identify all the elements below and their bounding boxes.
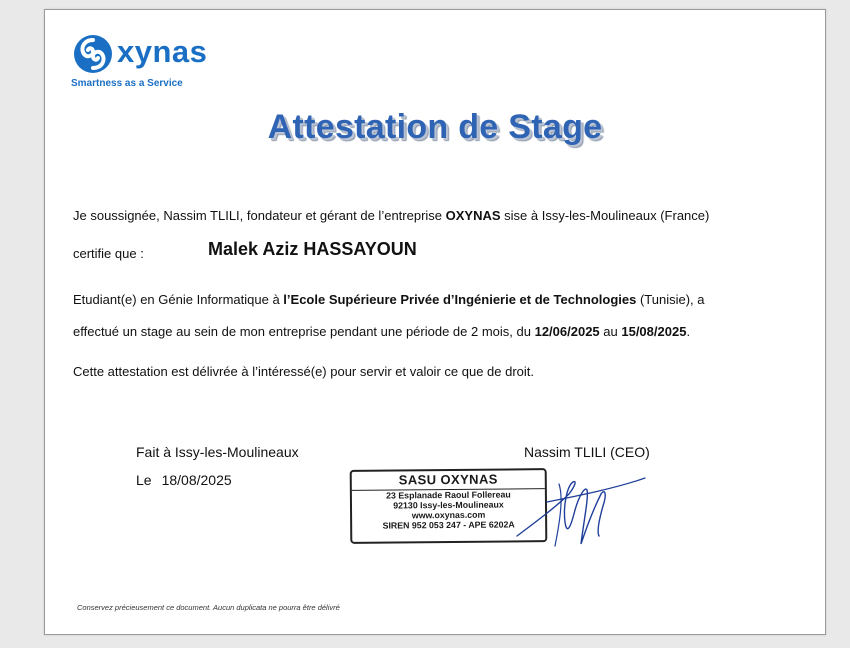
start-date: 12/06/2025 [534, 324, 600, 339]
handwritten-signature [507, 466, 647, 554]
company-logo [71, 32, 231, 92]
signer-name: Nassim TLILI (CEO) [524, 444, 650, 460]
logo-wordmark: xynas [117, 34, 208, 69]
logo-tagline: Smartness as a Service [71, 78, 183, 89]
stamp-title: SASU OXYNAS [352, 470, 545, 491]
stamp-address-line: 23 Esplanade Raoul Follereau [386, 489, 511, 501]
date-label: Le [136, 472, 152, 488]
document-title: Attestation de Stage [267, 108, 603, 146]
paragraph-text: effectué un stage au sein de mon entreprise pendant une période de 2 mois, du [73, 324, 535, 339]
intern-name: Malek Aziz HASSAYOUN [208, 239, 417, 259]
xynas-logo-icon [71, 32, 115, 76]
end-date: 15/08/2025 [621, 324, 687, 339]
paragraph-text: (Tunisie), a [636, 292, 705, 307]
paragraph-period [73, 324, 690, 339]
footer-note: Conservez précieusement ce document. Aucun duplicata ne pourra être délivré [77, 603, 340, 612]
issue-date [136, 472, 232, 488]
paragraph-text: Je soussignée, Nassim TLILI, fondateur et gérant de l’entreprise [73, 208, 446, 223]
stamp-siren-line: SIREN 952 053 247 - APE 6202A [382, 519, 515, 531]
paragraph-text: au [599, 324, 622, 339]
paragraph-text: sise à Issy-les-Moulineaux (France) [500, 208, 710, 223]
place-of-issue: Fait à Issy-les-Moulineaux [136, 444, 299, 460]
company-name: OXYNAS [445, 208, 501, 223]
paragraph-text: . [686, 324, 691, 339]
certificate-page [44, 9, 826, 635]
certify-label: certifie que : [73, 246, 144, 261]
school-name: l’Ecole Supérieure Privée d’Ingénierie et de Technologies [283, 292, 637, 307]
stamp-website-line: www.oxynas.com [411, 509, 486, 521]
paragraph-signatory [73, 208, 709, 223]
stamp-city-line: 92130 Issy-les-Moulineaux [393, 499, 504, 511]
paragraph-closing: Cette attestation est délivrée à l’intéressé(e) pour servir et valoir ce que de droit. [73, 364, 535, 379]
paragraph-text: Etudiant(e) en Génie Informatique à [73, 292, 284, 307]
date-value: 18/08/2025 [161, 472, 232, 488]
paragraph-certify [73, 239, 417, 261]
paragraph-school [73, 292, 705, 307]
